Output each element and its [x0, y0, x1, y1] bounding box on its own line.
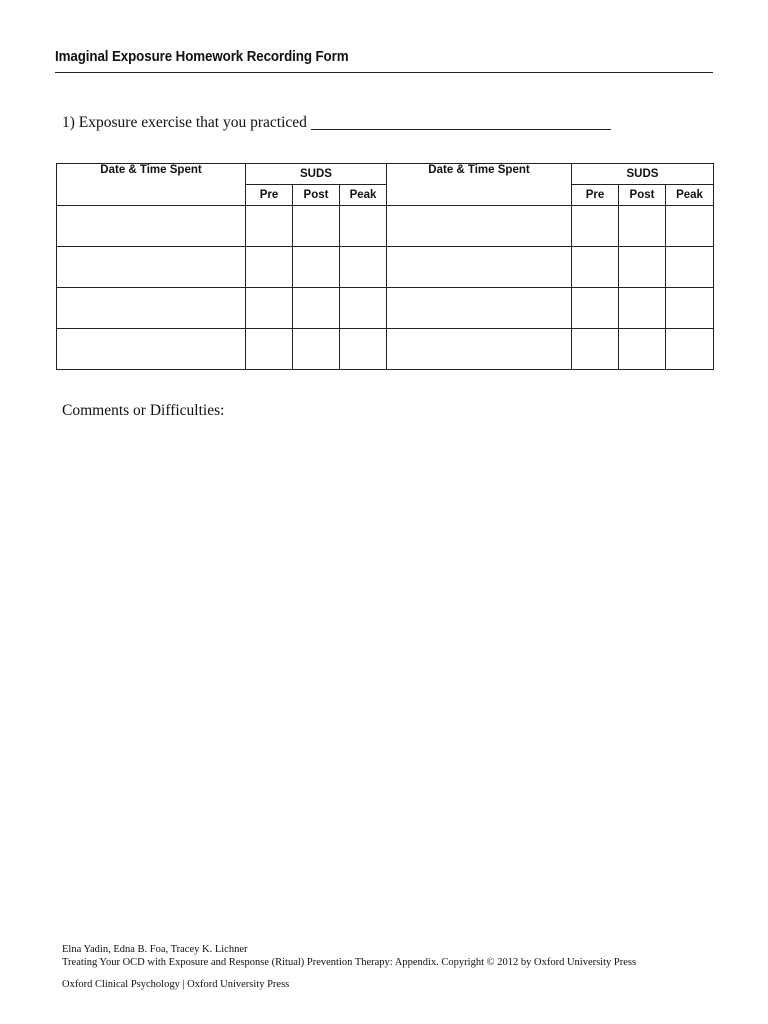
form-title: Imaginal Exposure Homework Recording Form	[55, 49, 349, 65]
suds-peak-cell[interactable]	[340, 206, 387, 247]
suds-peak-cell[interactable]	[666, 206, 714, 247]
suds-peak-cell[interactable]	[666, 288, 714, 329]
suds-post-header-1: Post	[293, 185, 340, 206]
suds-peak-cell[interactable]	[666, 329, 714, 370]
date-time-cell[interactable]	[57, 288, 246, 329]
suds-post-cell[interactable]	[619, 206, 666, 247]
date-time-cell[interactable]	[387, 206, 572, 247]
date-time-cell[interactable]	[57, 206, 246, 247]
date-time-cell[interactable]	[387, 288, 572, 329]
suds-peak-header-2: Peak	[666, 185, 714, 206]
suds-pre-cell[interactable]	[572, 288, 619, 329]
suds-peak-cell[interactable]	[340, 329, 387, 370]
suds-post-cell[interactable]	[293, 247, 340, 288]
suds-recording-table	[56, 163, 714, 370]
suds-peak-cell[interactable]	[340, 288, 387, 329]
page-header	[55, 49, 713, 73]
suds-post-cell[interactable]	[619, 288, 666, 329]
suds-pre-cell[interactable]	[572, 206, 619, 247]
table-row	[57, 288, 714, 329]
date-time-cell[interactable]	[57, 247, 246, 288]
exposure-exercise-question	[62, 114, 611, 132]
suds-peak-cell[interactable]	[340, 247, 387, 288]
suds-pre-cell[interactable]	[572, 247, 619, 288]
date-time-header-2: Date & Time Spent	[387, 164, 572, 206]
exposure-exercise-answer-line[interactable]	[311, 115, 611, 130]
suds-post-cell[interactable]	[293, 288, 340, 329]
footer-authors: Elna Yadin, Edna B. Foa, Tracey K. Lichner	[62, 944, 248, 955]
comments-label: Comments or Difficulties:	[62, 402, 225, 419]
suds-pre-cell[interactable]	[246, 329, 293, 370]
suds-post-cell[interactable]	[293, 206, 340, 247]
suds-pre-header-1: Pre	[246, 185, 293, 206]
table-header-row	[57, 164, 714, 185]
suds-pre-cell[interactable]	[572, 329, 619, 370]
suds-post-header-2: Post	[619, 185, 666, 206]
suds-post-cell[interactable]	[293, 329, 340, 370]
suds-header-1: SUDS	[246, 164, 387, 185]
page-footer	[62, 943, 636, 991]
table-row	[57, 329, 714, 370]
suds-peak-cell[interactable]	[666, 247, 714, 288]
suds-pre-cell[interactable]	[246, 247, 293, 288]
suds-peak-header-1: Peak	[340, 185, 387, 206]
table-row	[57, 206, 714, 247]
footer-citation: Treating Your OCD with Exposure and Response (Ritual) Prevention Therapy: Appendix. Copyright © 2012 by Oxford University Press	[62, 957, 637, 968]
suds-pre-cell[interactable]	[246, 288, 293, 329]
footer-series: Oxford Clinical Psychology | Oxford University Press	[62, 979, 290, 990]
table-row	[57, 247, 714, 288]
date-time-cell[interactable]	[57, 329, 246, 370]
suds-header-2: SUDS	[572, 164, 714, 185]
date-time-cell[interactable]	[387, 247, 572, 288]
suds-post-cell[interactable]	[619, 329, 666, 370]
date-time-cell[interactable]	[387, 329, 572, 370]
exposure-exercise-label: 1) Exposure exercise that you practiced	[62, 114, 307, 131]
date-time-header-1: Date & Time Spent	[57, 164, 246, 206]
suds-post-cell[interactable]	[619, 247, 666, 288]
suds-pre-cell[interactable]	[246, 206, 293, 247]
suds-pre-header-2: Pre	[572, 185, 619, 206]
